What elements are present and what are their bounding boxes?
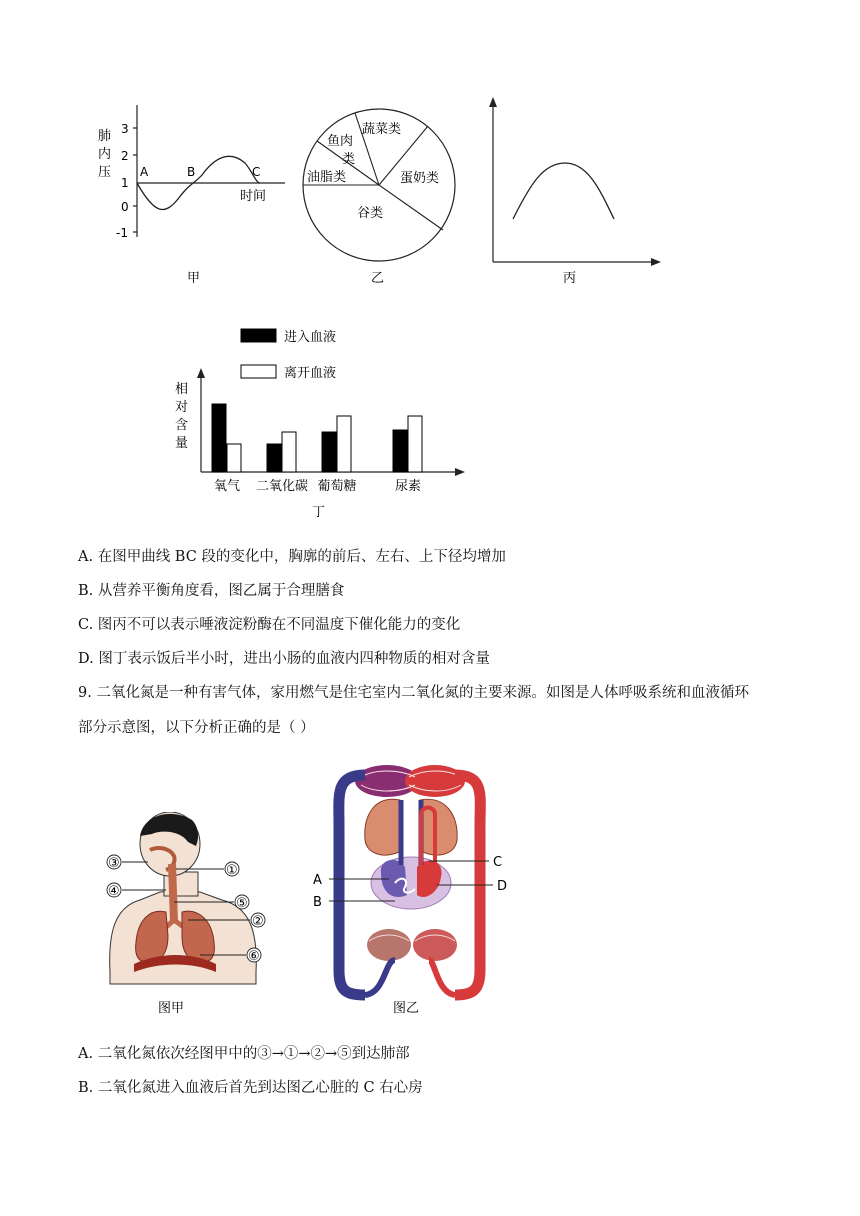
tuyi-label-d: D [497,879,508,894]
jia-ytick-1: 1 [121,176,129,190]
jia-ytick-3: 3 [121,122,129,136]
tuyi-caption: 图乙 [393,1001,420,1016]
tuyi-label-c: C [493,855,503,870]
tuyi-vena-cava-left [339,775,365,995]
bing-y-arrow [489,97,497,107]
jia-ytick-2: 2 [121,149,129,163]
jia-ytick-0: 0 [121,200,129,214]
ding-category-label-2: 葡萄糖 [317,479,357,494]
tujia-label-6: ⑥ [248,949,260,964]
q9-stem-line2: 部分示意图，以下分析正确的是（ ） [78,720,315,736]
figure-yi [295,95,465,295]
tujia-label-1: ① [226,863,238,878]
tuyi-label-a: A [313,873,322,888]
tujia-trachea [172,864,174,922]
tujia-caption: 图甲 [158,1001,185,1016]
ding-ylabel-4: 量 [175,436,189,451]
tuyi-label-b: B [313,895,322,910]
ding-category-label-1: 二氧化碳 [255,479,309,494]
yi-seg-oil: 油脂类 [307,170,347,185]
figure-bing [480,95,670,295]
jia-point-b: B [187,165,196,179]
jia-xlabel: 时间 [240,189,267,204]
jia-point-c: C [252,165,261,179]
ding-category-labels [214,478,421,494]
q9-option-b: B. 二氧化氮进入血液后首先到达图乙心脏的 C 右心房 [78,1080,423,1096]
jia-ylabel-1: 肺 [98,129,112,144]
ding-bar-in-2 [322,432,336,472]
tujia-label-5: ⑤ [236,896,248,911]
bing-curve [513,163,614,219]
bing-x-arrow [651,258,661,266]
tuyi-left-lung [365,799,401,855]
ding-legend-label-out: 离开血液 [284,366,337,381]
ding-bar-out-3 [408,416,422,472]
ding-bar-out-2 [337,416,351,472]
ding-bar-in-3 [393,430,407,472]
q9-option-a: A. 二氧化氮依次经图甲中的③→①→②→⑤到达肺部 [78,1046,410,1062]
jia-ylabel-3: 压 [98,165,112,180]
ding-x-arrow [455,468,465,476]
ding-legend-swatch-in [241,329,276,342]
ding-bar-in-1 [267,444,281,472]
ding-bar-in-0 [212,404,226,472]
tuyi-body-capillaries [367,929,457,961]
ding-bar-out-1 [282,432,296,472]
tujia-label-2: ② [252,914,264,929]
tuyi-body-vein [365,960,395,995]
jia-caption: 甲 [187,271,201,286]
ding-ylabel-2: 对 [175,400,189,415]
bing-axes [493,103,655,262]
q8-option-a: A. 在图甲曲线 BC 段的变化中，胸廓的前后、左右、上下径均增加 [78,549,506,565]
ding-legend-label-in: 进入血液 [284,330,337,345]
yi-seg-vegetable: 蔬菜类 [362,122,402,137]
yi-caption: 乙 [371,271,385,286]
tujia-label-3: ③ [108,856,120,871]
yi-seg-fish-2: 类 [342,152,356,167]
tuyi-lung-capillaries [355,765,465,797]
bing-caption: 丙 [563,271,577,286]
jia-point-a: A [140,165,149,179]
figure-jia [90,95,290,295]
ding-bar-out-0 [227,444,241,472]
yi-seg-egg-milk: 蛋奶类 [400,171,440,186]
jia-ytick-neg1: -1 [116,226,128,240]
jia-ylabel-2: 内 [98,147,112,162]
ding-category-label-0: 氧气 [213,479,241,494]
tuyi-body-artery [429,960,455,995]
figure-tujia [100,812,275,1022]
ding-ylabel-1: 相 [175,382,189,397]
jia-axes [133,105,285,237]
tujia-label-4: ④ [108,884,120,899]
q8-option-b: B. 从营养平衡角度看，图乙属于合理膳食 [78,583,345,599]
q8-option-d: D. 图丁表示饭后半小时，进出小肠的血液内四种物质的相对含量 [78,651,490,667]
yi-seg-fish-1: 鱼肉 [327,134,354,149]
q8-option-c: C. 图丙不可以表示唾液淀粉酶在不同温度下催化能力的变化 [78,617,461,633]
yi-seg-grain: 谷类 [357,206,384,221]
ding-bars [212,404,422,472]
ding-ylabel-3: 含 [175,418,189,433]
tuyi-pulmonary-vessels [401,800,421,865]
ding-caption: 丁 [312,505,326,520]
ding-legend-swatch-out [241,365,276,378]
ding-category-label-3: 尿素 [394,479,422,494]
figure-tuyi [305,755,520,1020]
figure-ding [165,318,475,523]
ding-y-arrow [197,368,205,378]
q9-stem-line1: 9. 二氧化氮是一种有害气体，家用燃气是住宅室内二氧化氮的主要来源。如图是人体呼吸系统和血液循环 [78,685,749,701]
